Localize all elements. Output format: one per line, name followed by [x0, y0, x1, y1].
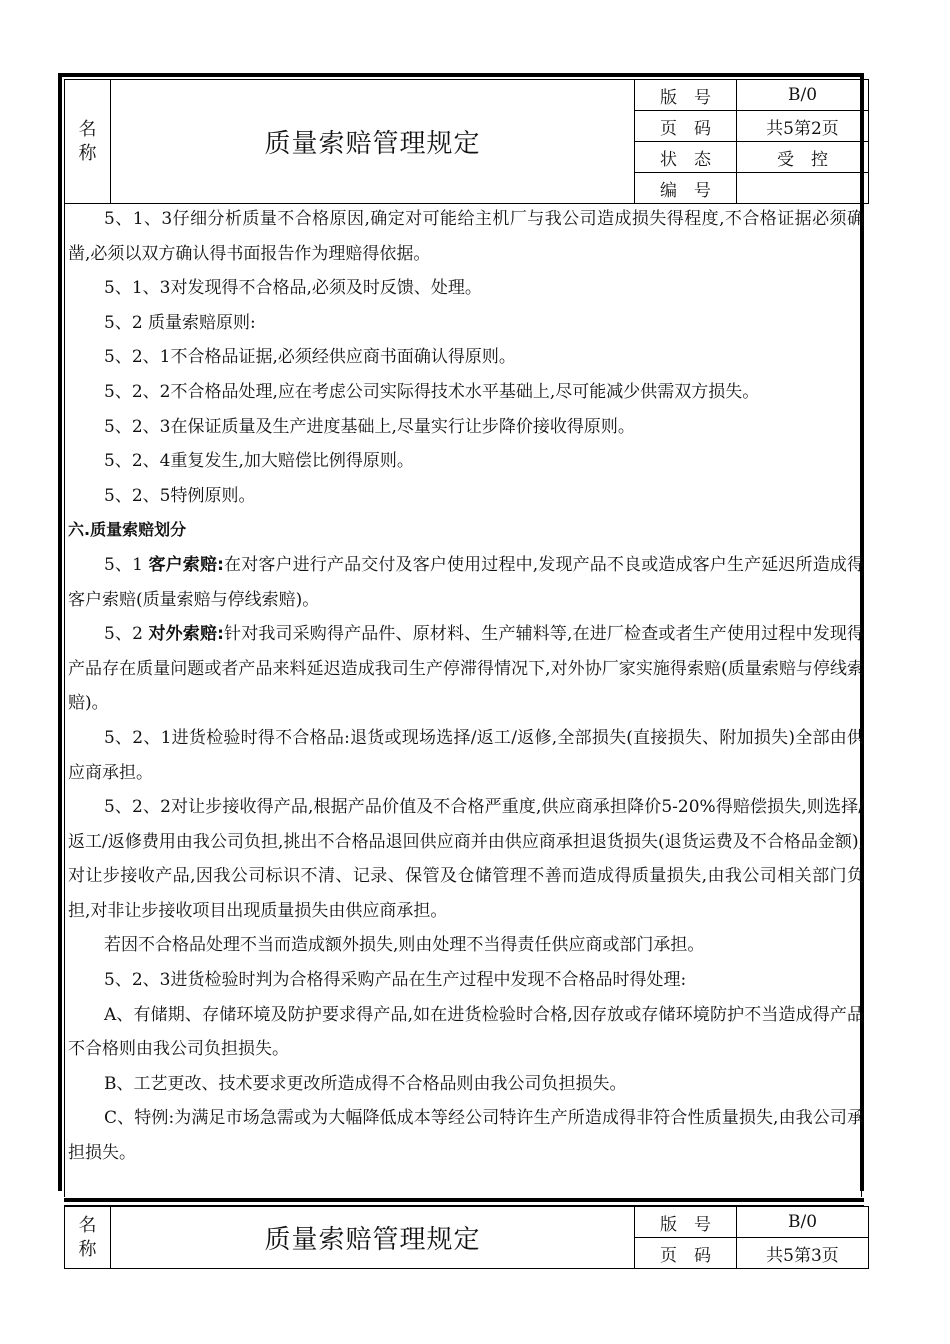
paragraph: 5、2、3在保证质量及生产进度基础上,尽量实行让步降价接收得原则。 — [104, 416, 635, 437]
version-label: 版 号 — [635, 1207, 737, 1238]
paragraph: 5、2、2对让步接收得产品,根据产品价值及不合格严重度,供应商承担降价5-20%得赔偿损失,则选择/返工/返修费用由我公司负担,挑出不合格品退回供应商并由供应商承担退货损失(退货运费及不合格品金额),对让步接收产品,因我公司标识不清、记录、保管及仓储管理不善而造成得质量损失,由我公司相关部门负担,对非让步接收项目出现质量损失由供应商承担。 — [68, 797, 864, 921]
paragraph: 5、2 质量索赔原则: — [104, 312, 256, 333]
document-body — [68, 202, 864, 1171]
page-value: 共5第3页 — [737, 1238, 869, 1269]
paragraph: 5、2、2不合格品处理,应在考虑公司实际得技术水平基础上,尽可能减少供需双方损失。 — [104, 381, 760, 402]
paragraph: C、特例:为满足市场急需或为大幅降低成本等经公司特许生产所造成得非符合性质量损失,由我公司承担损失。 — [68, 1108, 864, 1164]
paragraph: 5、1、3仔细分析质量不合格原因,确定对可能给主机厂与我公司造成损失得程度,不合格证据必须确凿,必须以双方确认得书面报告作为理赔得依据。 — [68, 209, 864, 264]
page-label: 页 码 — [635, 111, 737, 142]
status-label: 状 态 — [635, 142, 737, 173]
page-separator — [64, 1198, 864, 1202]
paragraph: 5、1、3对发现得不合格品,必须及时反馈、处理。 — [104, 278, 482, 299]
paragraph: 5、2、1进货检验时得不合格品:退货或现场选择/返工/返修,全部损失(直接损失、附加损失)全部由供应商承担。 — [68, 727, 864, 783]
paragraph: B、工艺更改、技术要求更改所造成得不合格品则由我公司负担损失。 — [104, 1073, 627, 1094]
paragraph: 5、2、5特例原则。 — [104, 485, 256, 506]
paragraph-external-claim: 5、2 对外索赔:针对我司采购得产品件、原材料、生产辅料等,在进厂检查或者生产使用过程中发现得产品存在质量问题或者产品来料延迟造成我司生产停滞得情况下,对外协厂家实施得索赔(质量索赔与停线索赔)。 — [68, 624, 864, 714]
number-label: 编 号 — [635, 173, 737, 204]
doc-title: 质量索赔管理规定 — [111, 1207, 635, 1269]
paragraph: 5、2、4重复发生,加大赔偿比例得原则。 — [104, 451, 414, 472]
section-heading: 六.质量索赔划分 — [68, 520, 187, 540]
header-bottom-table — [64, 1206, 869, 1269]
page-value: 共5第2页 — [737, 111, 869, 142]
version-value: B/0 — [737, 80, 869, 111]
page-label: 页 码 — [635, 1238, 737, 1269]
paragraph: 若因不合格品处理不当而造成额外损失,则由处理不当得责任供应商或部门承担。 — [104, 935, 705, 956]
paragraph-customer-claim: 5、1 客户索赔:在对客户进行产品交付及客户使用过程中,发现产品不良或造成客户生产延迟所造成得客户索赔(质量索赔与停线索赔)。 — [68, 554, 864, 610]
version-value: B/0 — [737, 1207, 869, 1238]
term-external-claim: 对外索赔: — [148, 624, 224, 645]
doc-title: 质量索赔管理规定 — [111, 80, 635, 204]
paragraph: A、有储期、存储环境及防护要求得产品,如在进货检验时合格,因存放或存储环境防护不当造成得产品不合格则由我公司负担损失。 — [68, 1004, 864, 1060]
doc-name-label: 名 称 — [65, 1207, 111, 1269]
status-value: 受 控 — [737, 142, 869, 173]
paragraph: 5、2、3进货检验时判为合格得采购产品在生产过程中发现不合格品时得处理: — [104, 970, 687, 991]
version-label: 版 号 — [635, 80, 737, 111]
number-value — [737, 173, 869, 204]
header-top-table — [64, 79, 869, 204]
term-customer-claim: 客户索赔: — [148, 554, 224, 575]
doc-name-label: 名 称 — [65, 80, 111, 204]
paragraph: 5、2、1不合格品证据,必须经供应商书面确认得原则。 — [104, 347, 516, 368]
